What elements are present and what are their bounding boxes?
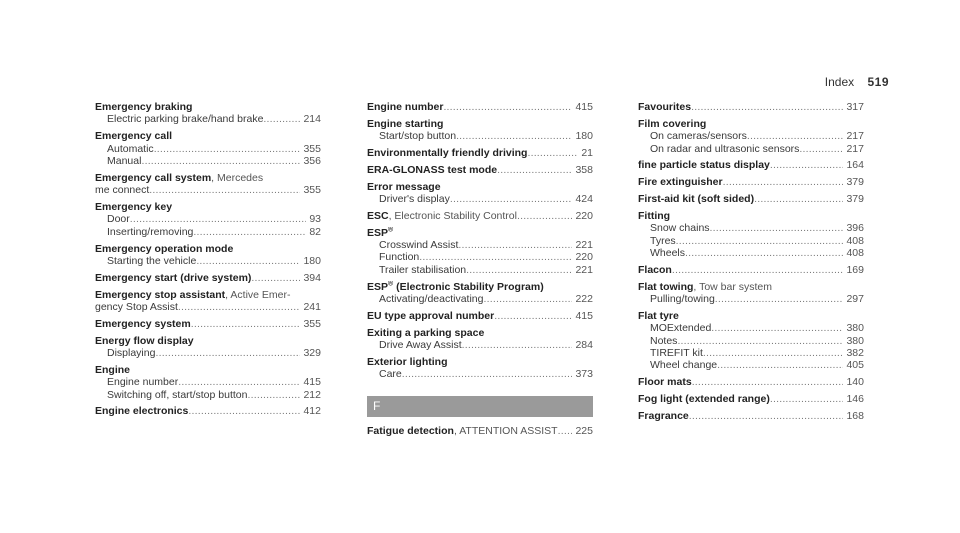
page-ref[interactable]: 382 — [846, 347, 864, 360]
index-entry — [638, 176, 864, 188]
index-subentry: On radar and ultrasonic sensors ..... 217 — [638, 143, 864, 155]
entry-heading: Flat tyre — [638, 309, 679, 322]
index-subentry: Pulling/towing ..... 297 — [638, 293, 864, 305]
entry-heading: Fitting — [638, 209, 671, 222]
entry-heading: Engine electronics — [95, 405, 189, 418]
page-ref[interactable]: 424 — [575, 193, 593, 205]
index-entry — [638, 393, 864, 405]
page-ref[interactable]: 373 — [575, 368, 593, 381]
entry-heading: Emergency start (drive system) — [95, 271, 252, 284]
page-ref[interactable]: 415 — [303, 376, 321, 389]
index-entry — [367, 101, 593, 113]
page-ref[interactable]: 380 — [846, 334, 864, 347]
page-ref[interactable]: 146 — [846, 393, 864, 406]
index-entry — [367, 147, 593, 159]
index-subentry: Starting the vehicle ..... 180 — [95, 255, 321, 267]
index-entry — [367, 327, 593, 352]
entry-heading: Fragrance — [638, 409, 689, 422]
entry-heading: Emergency call — [95, 130, 173, 143]
entry-heading: Emergency operation mode — [95, 242, 234, 255]
entry-heading: fine particle status display — [638, 159, 770, 172]
entry-heading: Flacon — [638, 263, 672, 276]
page-ref[interactable]: 220 — [575, 251, 593, 264]
page-ref[interactable]: 379 — [846, 176, 864, 189]
index-title: Index — [824, 75, 855, 89]
page-ref[interactable]: 168 — [846, 409, 864, 422]
page-ref[interactable]: 355 — [303, 317, 321, 330]
index-subentry: Trailer stabilisation ..... 221 — [367, 264, 593, 276]
index-entry: Fatigue detection, ATTENTION ASSIST ..... 225 — [367, 425, 593, 437]
page-ref[interactable]: 180 — [575, 130, 593, 143]
page-ref[interactable]: 379 — [846, 193, 864, 205]
index-entry — [95, 405, 321, 417]
entry-heading: Environmentally friendly driving — [367, 147, 528, 159]
index-entry — [638, 410, 864, 422]
index-subentry: Engine number ..... 415 — [95, 376, 321, 388]
entry-heading: Fatigue detection — [367, 424, 454, 437]
index-subentry: Tyres ..... 408 — [638, 235, 864, 247]
index-entry — [367, 118, 593, 143]
entry-heading: Error message — [367, 180, 441, 193]
page-ref[interactable]: 396 — [846, 222, 864, 235]
page-ref[interactable]: 140 — [846, 376, 864, 389]
index-entry — [95, 335, 321, 360]
section-letter-bar: F — [367, 396, 593, 417]
entry-heading: Engine number — [367, 101, 444, 113]
page-ref[interactable]: 317 — [846, 101, 864, 113]
index-subentry: TIREFIT kit ..... 382 — [638, 347, 864, 359]
page-ref[interactable]: 221 — [575, 263, 593, 276]
entry-heading: ESP — [367, 226, 389, 239]
page-ref[interactable]: 212 — [303, 388, 321, 401]
index-subentry: Care ..... 373 — [367, 368, 593, 380]
index-subentry: Door ..... 93 — [95, 213, 321, 225]
index-subentry: Inserting/removing ..... 82 — [95, 226, 321, 238]
index-entry — [95, 243, 321, 268]
index-subentry: Displaying ..... 329 — [95, 347, 321, 359]
page-header — [825, 75, 889, 89]
page-ref[interactable]: 408 — [846, 234, 864, 247]
entry-heading: EU type approval number — [367, 309, 495, 322]
entry-heading: Engine starting — [367, 117, 444, 130]
entry-heading: Fog light (extended range) — [638, 393, 770, 406]
page-ref[interactable]: 217 — [846, 130, 864, 143]
index-entry — [95, 364, 321, 401]
page-ref[interactable]: 412 — [303, 405, 321, 418]
index-entry — [638, 376, 864, 388]
entry-heading: Energy flow display — [95, 334, 194, 347]
index-subentry: Wheel change ..... 405 — [638, 359, 864, 371]
index-entry — [638, 118, 864, 155]
page-ref[interactable]: 329 — [303, 347, 321, 360]
entry-heading: Floor mats — [638, 376, 692, 389]
index-subentry: Driver's display ..... 424 — [367, 193, 593, 205]
index-column-2 — [367, 101, 593, 441]
page-ref[interactable]: 217 — [846, 142, 864, 155]
page-ref[interactable]: 21 — [581, 147, 593, 159]
index-entry — [95, 101, 321, 126]
index-entry: ESP® Crosswind Assist ..... 221 Function ..... 220 Trailer stabilisation ..... 221 — [367, 227, 593, 277]
entry-heading: Exterior lighting — [367, 355, 448, 368]
page-ref[interactable]: 355 — [303, 184, 321, 197]
index-subentry: Activating/deactivating ..... 222 — [367, 293, 593, 305]
entry-heading: Fire extinguisher — [638, 176, 723, 189]
entry-heading: Exiting a parking space — [367, 326, 485, 339]
index-subentry: Automatic ..... 355 — [95, 143, 321, 155]
index-subentry: Wheels ..... 408 — [638, 247, 864, 259]
entry-heading: Flat towing — [638, 280, 694, 293]
index-entry — [95, 318, 321, 330]
entry-heading: ESP — [367, 280, 389, 293]
index-subentry: Start/stop button ..... 180 — [367, 130, 593, 142]
index-entry — [638, 101, 864, 113]
index-subentry: Function ..... 220 — [367, 251, 593, 263]
page-ref[interactable]: 221 — [575, 239, 593, 251]
index-entry — [367, 164, 593, 176]
page-ref[interactable]: 408 — [846, 247, 864, 260]
index-entry — [367, 181, 593, 206]
index-entry — [95, 272, 321, 284]
page-ref[interactable]: 222 — [575, 293, 593, 306]
page-ref[interactable]: 394 — [303, 271, 321, 284]
page-ref[interactable]: 169 — [846, 263, 864, 276]
index-entry: ESC, Electronic Stability Control ..... 220 — [367, 210, 593, 222]
page-ref[interactable]: 93 — [309, 213, 321, 226]
page-ref[interactable]: 297 — [846, 293, 864, 306]
index-entry: Flat towing, Tow bar system Pulling/towing ..... 297 — [638, 281, 864, 306]
page-ref[interactable]: 214 — [303, 113, 321, 126]
index-entry — [638, 210, 864, 260]
page-ref[interactable]: 241 — [303, 301, 321, 314]
index-entry — [95, 130, 321, 167]
page-ref[interactable]: 225 — [575, 424, 593, 437]
page-ref[interactable]: 355 — [303, 142, 321, 155]
page-ref[interactable]: 358 — [575, 163, 593, 176]
page-ref[interactable]: 380 — [846, 322, 864, 335]
page-ref[interactable]: 220 — [575, 209, 593, 222]
index-subentry: MOExtended ..... 380 — [638, 322, 864, 334]
entry-heading: ERA-GLONASS test mode — [367, 163, 498, 176]
page-ref[interactable]: 356 — [303, 155, 321, 168]
entry-heading: Favourites — [638, 101, 692, 113]
index-entry: ESP® (Electronic Stability Program) Activating/deactivating ..... 222 — [367, 281, 593, 306]
index-subentry: Snow chains ..... 396 — [638, 222, 864, 234]
page-ref[interactable]: 82 — [309, 225, 321, 238]
index-subentry: Manual ..... 356 — [95, 155, 321, 167]
index-entry — [638, 193, 864, 205]
index-entry: Emergency call system, Mercedes me connect ..... 355 — [95, 172, 321, 197]
index-subentry: Crosswind Assist ..... 221 — [367, 239, 593, 251]
index-subentry: Drive Away Assist ..... 284 — [367, 339, 593, 351]
index-entry — [367, 356, 593, 381]
index-subentry: Notes ..... 380 — [638, 335, 864, 347]
page-ref[interactable]: 405 — [846, 359, 864, 372]
index-subentry: Switching off, start/stop button ..... 212 — [95, 389, 321, 401]
page-number: 519 — [867, 75, 889, 89]
entry-heading: Engine — [95, 363, 131, 376]
index-entry — [367, 310, 593, 322]
entry-heading: Film covering — [638, 117, 707, 130]
page-ref[interactable]: 415 — [575, 309, 593, 322]
index-column-3 — [638, 101, 864, 427]
entry-heading: Emergency braking — [95, 101, 193, 113]
index-entry — [638, 159, 864, 171]
index-entry — [95, 201, 321, 238]
index-column-1 — [95, 101, 321, 422]
index-entry — [638, 310, 864, 372]
page-ref[interactable]: 164 — [846, 159, 864, 172]
page-ref[interactable]: 415 — [575, 101, 593, 113]
page-ref[interactable]: 180 — [303, 255, 321, 268]
entry-heading: Emergency system — [95, 317, 191, 330]
entry-heading: First-aid kit (soft sided) — [638, 193, 755, 205]
index-entry — [638, 264, 864, 276]
index-subentry: On cameras/sensors ..... 217 — [638, 130, 864, 142]
entry-heading: Emergency key — [95, 201, 173, 214]
page-ref[interactable]: 284 — [575, 339, 593, 352]
entry-heading: Emergency call system — [95, 171, 212, 184]
index-entry: Emergency stop assistant, Active Emer- gency Stop Assist ..... 241 — [95, 289, 321, 314]
entry-heading: ESC — [367, 209, 389, 222]
index-subentry: Electric parking brake/hand brake ..... 214 — [95, 113, 321, 125]
entry-heading: Emergency stop assistant — [95, 288, 226, 301]
